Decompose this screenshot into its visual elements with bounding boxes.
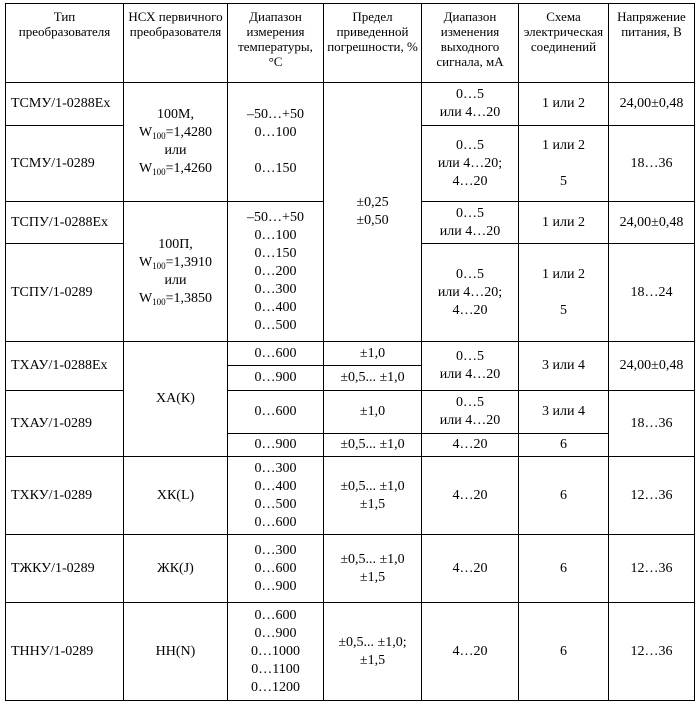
- scheme-cell: 6: [519, 603, 609, 701]
- table-row: [6, 391, 695, 434]
- type-cell: ТХАУ/1-0289: [6, 391, 124, 457]
- header-output: Диапазон изменения выходного сигнала, мА: [422, 4, 519, 83]
- nsx-cell: ЖК(J): [124, 535, 228, 603]
- header-scheme: Схема электрическая соединений: [519, 4, 609, 83]
- output-cell: 4…20: [422, 535, 519, 603]
- header-type: Тип преобразователя: [6, 4, 124, 83]
- output-cell: [422, 244, 519, 342]
- voltage-cell: 18…24: [609, 244, 695, 342]
- error-cell: ±0,5... ±1,0: [324, 434, 422, 457]
- range-value: 0…150: [254, 161, 297, 176]
- header-nsx: НСХ первичного преобразователя: [124, 4, 228, 83]
- scheme-cell: [519, 126, 609, 202]
- range-value: 0…900: [254, 578, 297, 594]
- output-cell: [422, 202, 519, 244]
- error-value: ±1,5: [359, 569, 386, 585]
- range-value: 0…600: [254, 560, 297, 576]
- range-value: 0…400: [254, 299, 297, 315]
- output-value: 0…5: [456, 266, 484, 282]
- type-cell: ТСПУ/1-0288Ех: [6, 202, 124, 244]
- output-cell: 4…20: [422, 434, 519, 457]
- range-cell: 0…900: [228, 366, 324, 391]
- range-value: 0…600: [254, 514, 297, 530]
- range-spacer: [231, 142, 320, 160]
- range-cell: [228, 83, 324, 202]
- output-value: 0…5: [456, 87, 484, 102]
- range-value: 0…300: [254, 542, 297, 558]
- type-cell: ТХАУ/1-0288Ех: [6, 342, 124, 391]
- output-cell: [422, 342, 519, 391]
- voltage-cell: 18…36: [609, 391, 695, 457]
- nsx-w-subscript: 100: [152, 131, 166, 141]
- type-cell: ТННУ/1-0289: [6, 603, 124, 701]
- scheme-cell: 1 или 2: [519, 202, 609, 244]
- voltage-cell: 12…36: [609, 603, 695, 701]
- nsx-w-line: [127, 160, 224, 178]
- nsx-line: 100М,: [157, 107, 194, 122]
- nsx-cell: ХК(L): [124, 457, 228, 535]
- error-value: ±1,5: [359, 652, 386, 668]
- output-value: или 4…20: [439, 223, 501, 239]
- error-cell: [324, 83, 422, 342]
- output-cell: 4…20: [422, 457, 519, 535]
- error-value: ±0,25: [356, 195, 389, 210]
- range-value: 0…1000: [251, 643, 300, 659]
- range-cell: 0…600: [228, 391, 324, 434]
- voltage-cell: 12…36: [609, 457, 695, 535]
- range-cell: [228, 202, 324, 342]
- table-row: [6, 457, 695, 535]
- nsx-w-subscript: 100: [152, 260, 166, 271]
- error-value: ±1,5: [359, 496, 386, 512]
- range-value: 0…1100: [251, 661, 300, 677]
- nsx-w-line: [127, 290, 224, 308]
- output-value: или 4…20: [439, 105, 501, 120]
- nsx-w-value: =1,3910: [165, 254, 213, 270]
- scheme-value: 1 или 2: [542, 137, 585, 153]
- table-row: [6, 535, 695, 603]
- type-cell: ТСМУ/1-0289: [6, 126, 124, 202]
- nsx-w-symbol: W: [138, 125, 153, 140]
- converter-table: [5, 3, 695, 701]
- voltage-cell: 18…36: [609, 126, 695, 202]
- range-value: 0…500: [254, 496, 297, 512]
- nsx-w-value: =1,4280: [165, 125, 213, 140]
- header-error: Предел приведенной погрешности, %: [324, 4, 422, 83]
- output-value: или 4…20: [439, 367, 501, 382]
- header-voltage: Напряжение питания, В: [609, 4, 695, 83]
- scheme-value: 1 или 2: [542, 266, 585, 282]
- type-cell: ТСПУ/1-0289: [6, 244, 124, 342]
- range-value: –50…+50: [247, 209, 304, 225]
- nsx-w-symbol: W: [138, 290, 153, 306]
- output-cell: 4…20: [422, 603, 519, 701]
- nsx-w-line: [127, 254, 224, 272]
- nsx-or: или: [164, 143, 187, 158]
- error-value: ±0,5... ±1,0;: [338, 634, 407, 650]
- error-value: ±0,50: [356, 213, 389, 228]
- type-cell: ТХКУ/1-0289: [6, 457, 124, 535]
- output-value: 4…20: [452, 302, 488, 318]
- range-value: 0…150: [254, 245, 297, 261]
- range-value: 0…100: [254, 125, 297, 140]
- table-row: [6, 342, 695, 366]
- range-value: 0…400: [254, 478, 297, 494]
- voltage-cell: 24,00±0,48: [609, 83, 695, 126]
- range-value: 0…500: [254, 317, 297, 333]
- nsx-cell: ХА(К): [124, 342, 228, 457]
- scheme-cell: 1 или 2: [519, 83, 609, 126]
- range-value: 0…300: [254, 281, 297, 297]
- table-row: [6, 603, 695, 701]
- voltage-cell: 24,00±0,48: [609, 202, 695, 244]
- range-value: 0…300: [254, 460, 297, 476]
- scheme-cell: [519, 244, 609, 342]
- scheme-spacer: [522, 155, 605, 173]
- error-cell: ±1,0: [324, 342, 422, 366]
- scheme-cell: 6: [519, 434, 609, 457]
- output-value: или 4…20: [439, 413, 501, 428]
- output-value: 0…5: [456, 205, 484, 221]
- range-cell: 0…600: [228, 342, 324, 366]
- output-value: или 4…20;: [437, 284, 503, 300]
- output-value: 0…5: [456, 395, 484, 410]
- nsx-w-value: =1,3850: [165, 290, 213, 306]
- output-cell: [422, 83, 519, 126]
- scheme-cell: 6: [519, 535, 609, 603]
- nsx-cell: НН(N): [124, 603, 228, 701]
- table-row: [6, 83, 695, 126]
- nsx-w-subscript: 100: [152, 167, 166, 177]
- error-cell: [324, 603, 422, 701]
- range-value: 0…1200: [251, 679, 300, 695]
- nsx-cell: [124, 83, 228, 202]
- output-value: 4…20: [452, 173, 488, 189]
- nsx-cell: [124, 202, 228, 342]
- range-cell: [228, 603, 324, 701]
- output-value: 0…5: [456, 137, 484, 153]
- scheme-cell: 3 или 4: [519, 342, 609, 391]
- error-value: ±0,5... ±1,0: [340, 478, 405, 494]
- nsx-w-symbol: W: [138, 254, 153, 270]
- error-value: ±0,5... ±1,0: [340, 551, 405, 567]
- scheme-value: 5: [560, 302, 567, 318]
- scheme-cell: 6: [519, 457, 609, 535]
- range-value: –50…+50: [247, 107, 304, 122]
- scheme-value: 5: [560, 173, 567, 189]
- output-value: 0…5: [456, 349, 484, 364]
- output-cell: [422, 391, 519, 434]
- nsx-or: или: [164, 272, 187, 288]
- range-value: 0…100: [254, 227, 297, 243]
- output-cell: [422, 126, 519, 202]
- scheme-spacer: [522, 284, 605, 302]
- nsx-w-line: [127, 124, 224, 142]
- error-cell: ±0,5... ±1,0: [324, 366, 422, 391]
- nsx-w-subscript: 100: [152, 296, 166, 307]
- header-row: [6, 4, 695, 83]
- range-cell: [228, 457, 324, 535]
- range-value: 0…200: [254, 263, 297, 279]
- range-cell: [228, 535, 324, 603]
- range-cell: 0…900: [228, 434, 324, 457]
- voltage-cell: 24,00±0,48: [609, 342, 695, 391]
- range-value: 0…600: [254, 607, 297, 623]
- nsx-w-value: =1,4260: [165, 161, 213, 176]
- header-range: Диапазон измерения температуры, °С: [228, 4, 324, 83]
- error-cell: [324, 457, 422, 535]
- output-value: или 4…20;: [437, 155, 503, 171]
- nsx-line: 100П,: [158, 236, 193, 252]
- error-cell: [324, 535, 422, 603]
- type-cell: ТЖКУ/1-0289: [6, 535, 124, 603]
- error-cell: ±1,0: [324, 391, 422, 434]
- nsx-w-symbol: W: [138, 161, 153, 176]
- range-value: 0…900: [254, 625, 297, 641]
- voltage-cell: 12…36: [609, 535, 695, 603]
- scheme-cell: 3 или 4: [519, 391, 609, 434]
- type-cell: ТСМУ/1-0288Ех: [6, 83, 124, 126]
